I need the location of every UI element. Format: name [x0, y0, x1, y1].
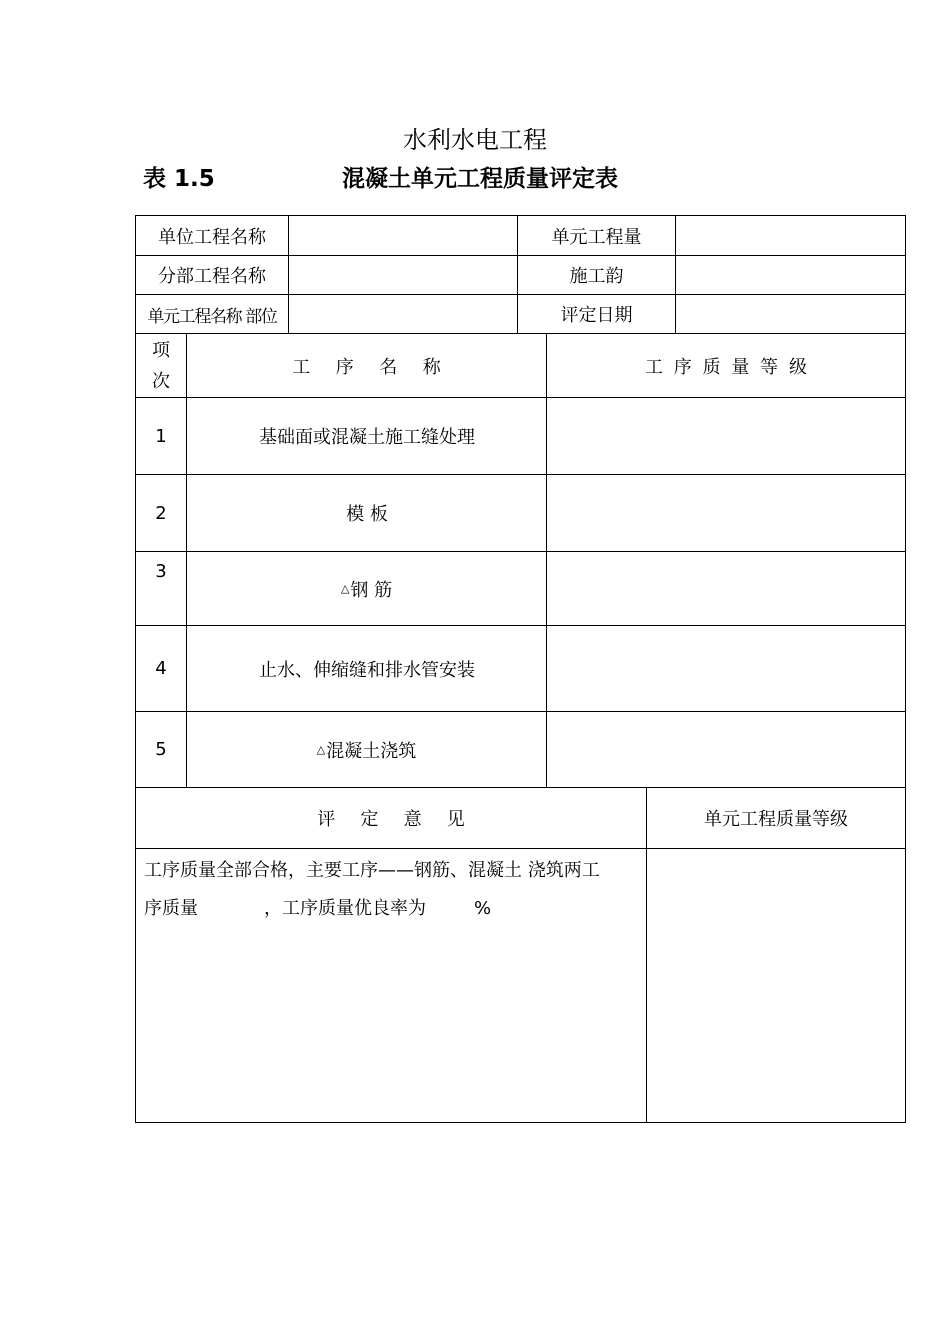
construction-unit-label: 施工韵	[569, 266, 624, 287]
row-2-grade[interactable]	[547, 475, 905, 551]
process-name: 止水、伸缩缝和排水管安装	[259, 659, 475, 681]
process-name-header: 工 序 名 称	[292, 356, 451, 378]
unit-project-name-value[interactable]	[289, 216, 517, 255]
row-1-no: 1	[155, 425, 167, 447]
item-no-header: 项 次	[152, 339, 170, 392]
border-bottom	[135, 1122, 906, 1123]
opinion-header: 评定意见	[317, 809, 490, 830]
form-title: 混凝土单元工程质量评定表	[342, 166, 618, 192]
unit-project-name-label: 单位工程名称	[158, 226, 266, 248]
opinion-line-2-b: ，工序质量优良率为	[264, 898, 426, 919]
row-4-grade[interactable]	[547, 626, 905, 711]
opinion-line-1: 工序质量全部合格，主要工序——钢筋、混凝土 浇筑两工	[144, 860, 600, 881]
row-4-no: 4	[155, 658, 167, 679]
element-project-part-label: 单元工程名称 部位	[147, 306, 277, 327]
division-project-name-value[interactable]	[289, 256, 517, 294]
row-1-name	[187, 398, 546, 474]
row-5-name	[187, 712, 546, 787]
process-name: 混凝土浇筑	[326, 740, 417, 762]
row-2-no: 2	[155, 502, 167, 524]
row-3-name	[187, 552, 546, 625]
row-3-grade[interactable]	[547, 552, 905, 625]
process-name: 钢 筋	[350, 579, 393, 601]
assessment-date-label: 评定日期	[560, 305, 633, 326]
unit-grade-value[interactable]	[647, 849, 905, 1122]
process-name: 模 板	[346, 504, 388, 525]
triangle-mark: △	[316, 743, 326, 756]
process-name: 基础面或混凝土施工缝处理	[259, 427, 475, 448]
process-grade-header: 工序质量等级	[644, 356, 818, 378]
row-5-grade[interactable]	[547, 712, 905, 787]
row-5-no: 5	[155, 739, 167, 760]
row-1-grade[interactable]	[547, 398, 905, 474]
triangle-mark: △	[340, 582, 350, 595]
opinion-line-2-c: %	[474, 898, 492, 919]
division-project-name-label: 分部工程名称	[158, 266, 266, 287]
unit-grade-header: 单元工程质量等级	[704, 809, 848, 830]
opinion-text	[144, 852, 644, 928]
row-2-name	[187, 475, 546, 551]
opinion-line-2-a: 序质量	[144, 898, 198, 919]
border-right	[905, 215, 906, 1123]
unit-quantity-value[interactable]	[676, 216, 905, 255]
element-project-part-value[interactable]	[289, 295, 517, 333]
unit-quantity-label: 单元工程量	[551, 226, 642, 248]
table-number: 表 1.5	[143, 166, 215, 192]
opinion-line-2	[144, 890, 644, 928]
construction-unit-value[interactable]	[676, 256, 905, 294]
assessment-date-value[interactable]	[676, 295, 905, 333]
page-title: 水利水电工程	[403, 126, 547, 154]
row-3-no: 3	[155, 560, 167, 582]
row-4-name	[187, 626, 546, 711]
